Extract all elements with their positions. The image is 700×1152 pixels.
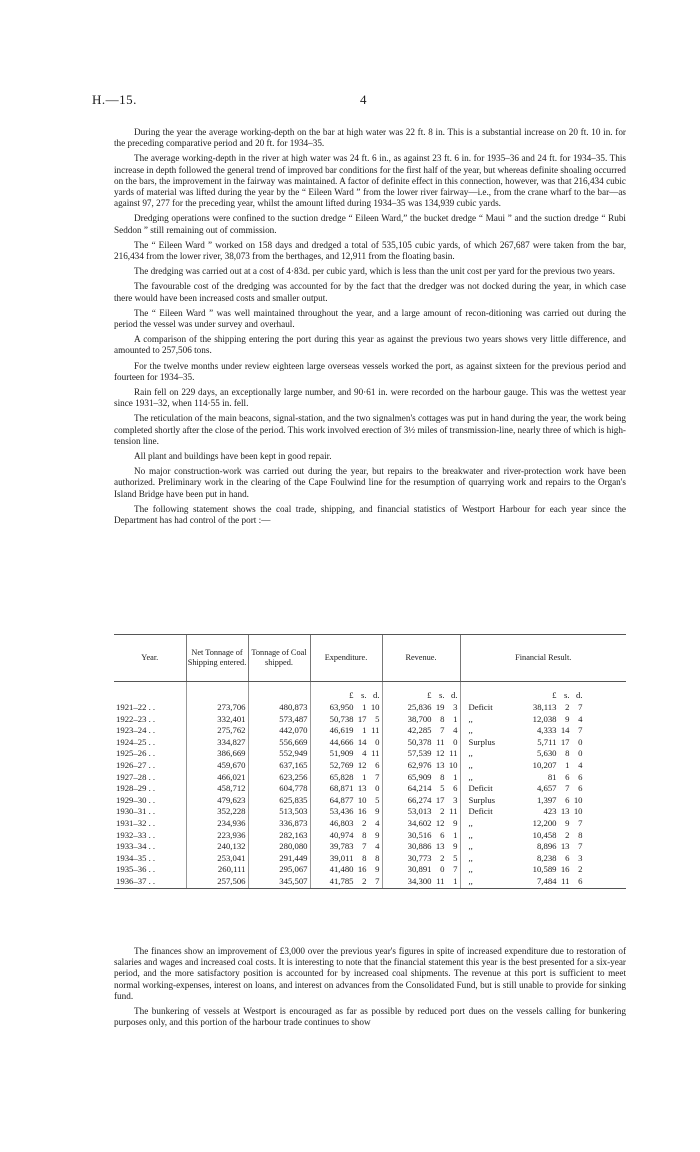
result-label: ,, [468, 817, 473, 828]
expenditure-shillings: 8 [362, 829, 367, 840]
result-pence: 7 [578, 841, 583, 852]
result-pounds: 7,484 [536, 875, 557, 886]
row-coal-shipped: 280,080 [279, 841, 308, 852]
row-year: 1927–28 . . [116, 771, 156, 782]
revenue-pence: 5 [453, 852, 458, 863]
unit-shillings: s. [438, 690, 445, 701]
row-net-tonnage: 332,401 [217, 713, 246, 724]
document-code: H.—15. [92, 92, 137, 107]
paragraph-statement-intro: The following statement shows the coal trade, shipping, and financial statistics of Westport Harbour for each year since the Department has had control of the port :— [114, 503, 626, 526]
revenue-pounds: 42,285 [407, 725, 432, 736]
revenue-pence: 1 [453, 875, 458, 886]
result-shillings: 11 [561, 875, 570, 886]
result-pence: 2 [578, 864, 583, 875]
row-net-tonnage: 352,228 [217, 806, 246, 817]
row-year: 1921–22 . . [116, 702, 156, 712]
revenue-pence: 6 [453, 783, 458, 794]
revenue-pounds: 30,773 [407, 852, 432, 863]
revenue-pounds: 34,300 [407, 875, 432, 886]
revenue-pence: 1 [453, 713, 458, 724]
row-coal-shipped: 282,163 [279, 829, 308, 840]
expenditure-shillings: 16 [357, 864, 367, 875]
row-coal-shipped: 295,067 [279, 864, 308, 875]
result-shillings: 16 [560, 864, 570, 875]
row-net-tonnage: 240,132 [217, 841, 246, 852]
result-shillings: 7 [565, 783, 570, 794]
revenue-shillings: 7 [440, 725, 445, 736]
revenue-pounds: 50,378 [407, 736, 432, 747]
row-coal-shipped: 604,778 [279, 783, 308, 794]
revenue-shillings: 2 [440, 806, 445, 817]
expenditure-pence: 9 [375, 829, 380, 840]
row-year: 1931–32 . . [116, 817, 156, 828]
result-pence: 6 [578, 875, 583, 886]
result-shillings: 13 [560, 806, 570, 817]
row-year: 1934–35 . . [116, 852, 156, 863]
row-net-tonnage: 458,712 [217, 783, 246, 794]
expenditure-pounds: 64,877 [329, 794, 354, 805]
row-coal-shipped: 623,256 [279, 771, 308, 782]
result-pounds: 12,038 [532, 713, 557, 724]
row-coal-shipped: 556,669 [279, 736, 308, 747]
result-label: ,, [468, 852, 473, 863]
result-pounds: 8,238 [536, 852, 557, 863]
header-financial-result: Financial Result. [460, 635, 626, 682]
expenditure-pence: 9 [375, 864, 380, 875]
paragraph-bunkering: The bunkering of vessels at Westport is encouraged as far as possible by reduced port dues on the vessels calling for bunkering purposes only, and this portion of the harbour trade continues to show [114, 1006, 626, 1028]
paragraph-favourable-cost: The favourable cost of the dredging was accounted for by the fact that the dredger was not docked during the year, in which case there would have been increased costs and smaller output. [114, 281, 626, 303]
row-net-tonnage: 459,670 [217, 759, 246, 770]
expenditure-pence: 10 [370, 702, 380, 712]
expenditure-pounds: 51,909 [329, 748, 354, 759]
revenue-pence: 9 [453, 817, 458, 828]
result-shillings: 2 [565, 829, 570, 840]
revenue-pounds: 38,700 [407, 713, 432, 724]
result-pence: 10 [573, 794, 583, 805]
row-coal-shipped: 573,487 [279, 713, 308, 724]
row-net-tonnage: 479,623 [217, 794, 246, 805]
revenue-pence: 7 [453, 864, 458, 875]
row-coal-shipped: 291,449 [279, 852, 308, 863]
row-coal-shipped: 345,507 [279, 875, 308, 886]
expenditure-shillings: 2 [362, 817, 367, 828]
table-row [114, 841, 626, 853]
table-row [114, 783, 626, 795]
revenue-pence: 3 [453, 702, 458, 712]
row-year: 1933–34 . . [116, 841, 156, 852]
row-year: 1928–29 . . [116, 783, 156, 794]
expenditure-pence: 7 [375, 875, 380, 886]
result-label: ,, [468, 725, 473, 736]
revenue-shillings: 8 [440, 771, 445, 782]
revenue-pounds: 53,013 [407, 806, 432, 817]
row-net-tonnage: 386,669 [217, 748, 246, 759]
revenue-pounds: 57,539 [407, 748, 432, 759]
table-row [114, 748, 626, 760]
row-coal-shipped: 513,503 [279, 806, 308, 817]
revenue-shillings: 2 [440, 852, 445, 863]
expenditure-pence: 5 [375, 794, 380, 805]
result-label: ,, [468, 875, 473, 886]
paragraph-plant-buildings: All plant and buildings have been kept in good repair. [134, 451, 332, 462]
expenditure-shillings: 1 [362, 702, 367, 712]
expenditure-shillings: 10 [357, 794, 367, 805]
unit-pence: d. [450, 690, 458, 701]
expenditure-shillings: 12 [357, 759, 367, 770]
expenditure-shillings: 14 [357, 736, 367, 747]
row-year: 1926–27 . . [116, 759, 156, 770]
result-pounds: 423 [543, 806, 557, 817]
expenditure-pence: 4 [375, 841, 380, 852]
row-year: 1932–33 . . [116, 829, 156, 840]
unit-pounds: £ [552, 690, 557, 701]
row-year: 1930–31 . . [116, 806, 156, 817]
result-pence: 7 [578, 725, 583, 736]
revenue-pence: 11 [449, 748, 458, 759]
paragraph-rainfall: Rain fell on 229 days, an exceptionally large number, and 90·61 in. were recorded on the harbour gauge. This was the wettest year since 1931–32, when 114·55 in. fell. [114, 387, 626, 409]
result-pence: 6 [578, 783, 583, 794]
expenditure-shillings: 13 [357, 783, 367, 794]
table-row [114, 818, 626, 830]
result-pence: 4 [578, 759, 583, 770]
row-net-tonnage: 257,506 [217, 875, 246, 886]
expenditure-pence: 4 [375, 817, 380, 828]
revenue-pence: 0 [453, 736, 458, 747]
result-pence: 0 [578, 736, 583, 747]
closing-text [114, 946, 626, 1032]
table-row [114, 876, 626, 888]
row-net-tonnage: 253,041 [217, 852, 246, 863]
paragraph-maintenance: The “ Eileen Ward ” was well maintained throughout the year, and a large amount of recon-ditioning was carried out during the period the vessel was under survey and overhaul. [114, 307, 626, 330]
expenditure-pounds: 40,974 [329, 829, 354, 840]
table-row [114, 853, 626, 865]
result-shillings: 2 [565, 702, 570, 712]
result-pence: 0 [578, 748, 583, 759]
result-shillings: 6 [565, 852, 570, 863]
revenue-shillings: 12 [435, 817, 445, 828]
expenditure-pence: 11 [371, 725, 380, 736]
expenditure-shillings: 1 [362, 725, 367, 736]
revenue-pence: 11 [449, 806, 458, 817]
row-net-tonnage: 223,936 [217, 829, 246, 840]
revenue-pounds: 30,886 [407, 841, 432, 852]
result-label: ,, [468, 713, 473, 724]
result-shillings: 9 [565, 817, 570, 828]
result-pence: 7 [578, 817, 583, 828]
expenditure-pounds: 46,803 [329, 817, 354, 828]
expenditure-pounds: 65,828 [329, 771, 354, 782]
result-label: Deficit [468, 806, 493, 817]
revenue-shillings: 13 [435, 841, 445, 852]
row-net-tonnage: 234,936 [217, 817, 246, 828]
expenditure-shillings: 17 [357, 713, 367, 724]
units-row [114, 682, 626, 703]
result-pounds: 10,589 [532, 864, 557, 875]
paragraph-shipping-comparison: A comparison of the shipping entering the port during this year as against the previous two years shows very little difference, and amounted to 257,506 tons. [114, 334, 626, 356]
paragraph-eileen-ward-output: The “ Eileen Ward ” worked on 158 days and dredged a total of 535,105 cubic yards, of which 267,687 were taken from the bar, 216,434 from the lower river, 38,073 from the berthages, and 12,911 from the floating basin. [114, 239, 626, 262]
expenditure-pounds: 50,738 [329, 713, 354, 724]
statistics-table [114, 634, 626, 889]
paragraph-dredging-cost: The dredging was carried out at a cost of 4·83d. per cubic yard, which is less than the unit cost per yard for the previous two years. [134, 266, 615, 277]
paragraph-reticulation: The reticulation of the main beacons, signal-station, and the two signalmen's cottages was put in hand during the year, the work being completed shortly after the close of the period. This work involved erection of 3½ miles of transmission-line, nearly three of which is high-tension line. [114, 413, 626, 446]
expenditure-shillings: 16 [357, 806, 367, 817]
row-year: 1929–30 . . [116, 794, 156, 805]
result-shillings: 8 [565, 748, 570, 759]
row-net-tonnage: 466,021 [217, 771, 246, 782]
body-text [114, 127, 626, 530]
row-coal-shipped: 336,873 [279, 817, 308, 828]
row-year: 1936–37 . . [116, 875, 156, 886]
revenue-shillings: 8 [440, 713, 445, 724]
revenue-pounds: 62,976 [407, 759, 432, 770]
table-row [114, 760, 626, 772]
expenditure-pence: 8 [375, 852, 380, 863]
row-coal-shipped: 442,070 [279, 725, 308, 736]
result-label: Deficit [468, 783, 493, 794]
paragraph-overseas-vessels: For the twelve months under review eighteen large overseas vessels worked the port, as against sixteen for the previous period and fourteen for 1934–35. [114, 360, 626, 382]
row-coal-shipped: 552,949 [279, 748, 308, 759]
row-net-tonnage: 334,827 [217, 736, 246, 747]
result-shillings: 17 [560, 736, 570, 747]
unit-pence: d. [575, 690, 583, 701]
revenue-pounds: 25,836 [407, 702, 432, 712]
result-pence: 7 [578, 702, 583, 712]
expenditure-pence: 7 [375, 771, 380, 782]
paragraph-construction: No major construction-work was carried out during the year, but repairs to the breakwater and river-protection work have been authorized. Preliminary work in the clearing of the Cape Foulwind line for the resumption of quarrying work and repairs to the Organ's Island Bridge have been put in hand. [114, 466, 626, 499]
result-pounds: 10,207 [532, 759, 557, 770]
revenue-pence: 1 [453, 771, 458, 782]
expenditure-pounds: 39,011 [329, 852, 354, 863]
result-label: Surplus [468, 794, 496, 805]
unit-shillings: s. [360, 690, 367, 701]
result-shillings: 13 [560, 841, 570, 852]
expenditure-pounds: 52,769 [329, 759, 354, 770]
header-year: Year. [114, 635, 186, 682]
expenditure-shillings: 1 [362, 771, 367, 782]
revenue-shillings: 12 [435, 748, 445, 759]
row-net-tonnage: 273,706 [217, 702, 246, 712]
revenue-pounds: 65,909 [407, 771, 432, 782]
result-label: ,, [468, 771, 473, 782]
unit-pence: d. [372, 690, 380, 701]
expenditure-pence: 5 [375, 713, 380, 724]
row-year: 1922–23 . . [116, 713, 156, 724]
result-pounds: 4,333 [536, 725, 557, 736]
expenditure-pounds: 53,436 [329, 806, 354, 817]
unit-pounds: £ [349, 690, 354, 701]
result-pounds: 12,200 [532, 817, 557, 828]
expenditure-pounds: 44,666 [329, 736, 354, 747]
header-coal-shipped: Tonnage of Coal shipped. [248, 635, 310, 682]
paragraph-river-depth: The average working-depth in the river at high water was 24 ft. 6 in., as against 23 ft. 6 in. for 1935–36 and 24 ft. for 1934–35. This increase in depth followed the general trend of improved bar conditions for the first half of the year, but whereas definite shoaling occurred on the bars, the improvement in the fairway was maintained. A factor of definite effect in this connection, however, was that 216,434 cubic yards of material was lifted during the year by the “ Eileen Ward ” from the lower river fairway—i.e., from the crane wharf to the bar—as against 97, 277 for the preceding year, whilst the amount lifted during 1934–35 was 134,939 cubic yards. [114, 153, 626, 209]
revenue-shillings: 6 [440, 829, 445, 840]
header-revenue: Revenue. [382, 635, 460, 682]
paragraph-dredging-operations: Dredging operations were confined to the suction dredge “ Eileen Ward,” the bucket dredge “ Maui ” and the suction dredge “ Rubi Seddon ” still remaining out of commission. [114, 213, 626, 235]
result-pence: 8 [578, 829, 583, 840]
paragraph-finances: The finances show an improvement of £3,000 over the previous year's figures in spite of increased expenditure due to restoration of salaries and wages and increased coal costs. It is interesting to note that the financial statement this year is the best presented for a six-year period, and the more satisfactory position is accounted for by increased coal shipments. The revenue at this port is sufficient to meet normal working-expenses, interest on loans, and interest on advances from the Consolidated Fund, but is still unable to provide for sinking fund. [114, 946, 626, 1001]
result-label: ,, [468, 748, 473, 759]
result-label: Deficit [468, 702, 493, 712]
unit-pounds: £ [427, 690, 432, 701]
table-row [114, 714, 626, 726]
revenue-pence: 3 [453, 794, 458, 805]
row-net-tonnage: 275,762 [217, 725, 246, 736]
expenditure-pence: 11 [371, 748, 380, 759]
table-row [114, 864, 626, 876]
expenditure-pounds: 46,619 [329, 725, 354, 736]
result-pence: 6 [578, 771, 583, 782]
expenditure-shillings: 2 [362, 875, 367, 886]
revenue-pounds: 30,516 [407, 829, 432, 840]
result-pounds: 8,896 [536, 841, 557, 852]
expenditure-pence: 9 [375, 806, 380, 817]
expenditure-pounds: 68,871 [329, 783, 354, 794]
row-coal-shipped: 637,165 [279, 759, 308, 770]
result-pence: 3 [578, 852, 583, 863]
result-shillings: 1 [565, 759, 570, 770]
result-pounds: 5,711 [537, 736, 557, 747]
row-year: 1924–25 . . [116, 736, 156, 747]
paragraph-bar-depth: During the year the average working-depth on the bar at high water was 22 ft. 8 in. This is a substantial increase on 20 ft. 10 in. for the preceding comparative period and 20 ft. for 1934–35. [114, 127, 626, 149]
result-shillings: 6 [565, 794, 570, 805]
expenditure-shillings: 7 [362, 841, 367, 852]
revenue-shillings: 0 [440, 864, 445, 875]
result-pounds: 5,630 [536, 748, 557, 759]
row-coal-shipped: 480,873 [279, 702, 308, 712]
revenue-pence: 1 [453, 829, 458, 840]
table-row [114, 806, 626, 818]
result-pence: 10 [573, 806, 583, 817]
revenue-pounds: 34,602 [407, 817, 432, 828]
page-number: 4 [360, 92, 367, 107]
result-shillings: 14 [560, 725, 570, 736]
revenue-pounds: 66,274 [407, 794, 432, 805]
expenditure-shillings: 4 [362, 748, 367, 759]
table-row [114, 772, 626, 784]
revenue-pence: 4 [453, 725, 458, 736]
expenditure-pounds: 39,783 [329, 841, 354, 852]
table-row [114, 737, 626, 749]
revenue-shillings: 19 [435, 702, 445, 712]
result-pounds: 1,397 [536, 794, 557, 805]
table-row [114, 795, 626, 807]
row-coal-shipped: 625,835 [279, 794, 308, 805]
revenue-pence: 9 [453, 841, 458, 852]
expenditure-pounds: 41,785 [329, 875, 354, 886]
table-row [114, 830, 626, 842]
revenue-pence: 10 [448, 759, 458, 770]
result-label: ,, [468, 864, 473, 875]
revenue-shillings: 5 [440, 783, 445, 794]
row-year: 1925–26 . . [116, 748, 156, 759]
result-label: Surplus [468, 736, 496, 747]
result-shillings: 9 [565, 713, 570, 724]
expenditure-pence: 0 [375, 736, 380, 747]
result-pence: 4 [578, 713, 583, 724]
expenditure-pence: 0 [375, 783, 380, 794]
expenditure-pence: 6 [375, 759, 380, 770]
revenue-shillings: 11 [436, 736, 445, 747]
result-label: ,, [468, 759, 473, 770]
expenditure-pounds: 63,950 [329, 702, 354, 712]
header-expenditure: Expenditure. [310, 635, 382, 682]
result-pounds: 4,657 [536, 783, 557, 794]
revenue-pounds: 64,214 [407, 783, 432, 794]
result-pounds: 10,458 [532, 829, 557, 840]
result-pounds: 81 [547, 771, 557, 782]
result-label: ,, [468, 829, 473, 840]
row-year: 1935–36 . . [116, 864, 156, 875]
expenditure-pounds: 41,480 [329, 864, 354, 875]
expenditure-shillings: 8 [362, 852, 367, 863]
header-net-tonnage: Net Tonnage of Shipping entered. [186, 635, 248, 682]
row-net-tonnage: 260,111 [217, 864, 246, 875]
table-header-row [114, 635, 626, 682]
table-row [114, 702, 626, 714]
result-shillings: 6 [565, 771, 570, 782]
revenue-shillings: 13 [435, 759, 445, 770]
table-row [114, 725, 626, 737]
result-pounds: 38,113 [532, 702, 557, 712]
revenue-pounds: 30,891 [407, 864, 432, 875]
revenue-shillings: 17 [435, 794, 445, 805]
unit-shillings: s. [563, 690, 570, 701]
row-year: 1923–24 . . [116, 725, 156, 736]
revenue-shillings: 11 [436, 875, 445, 886]
result-label: ,, [468, 841, 473, 852]
